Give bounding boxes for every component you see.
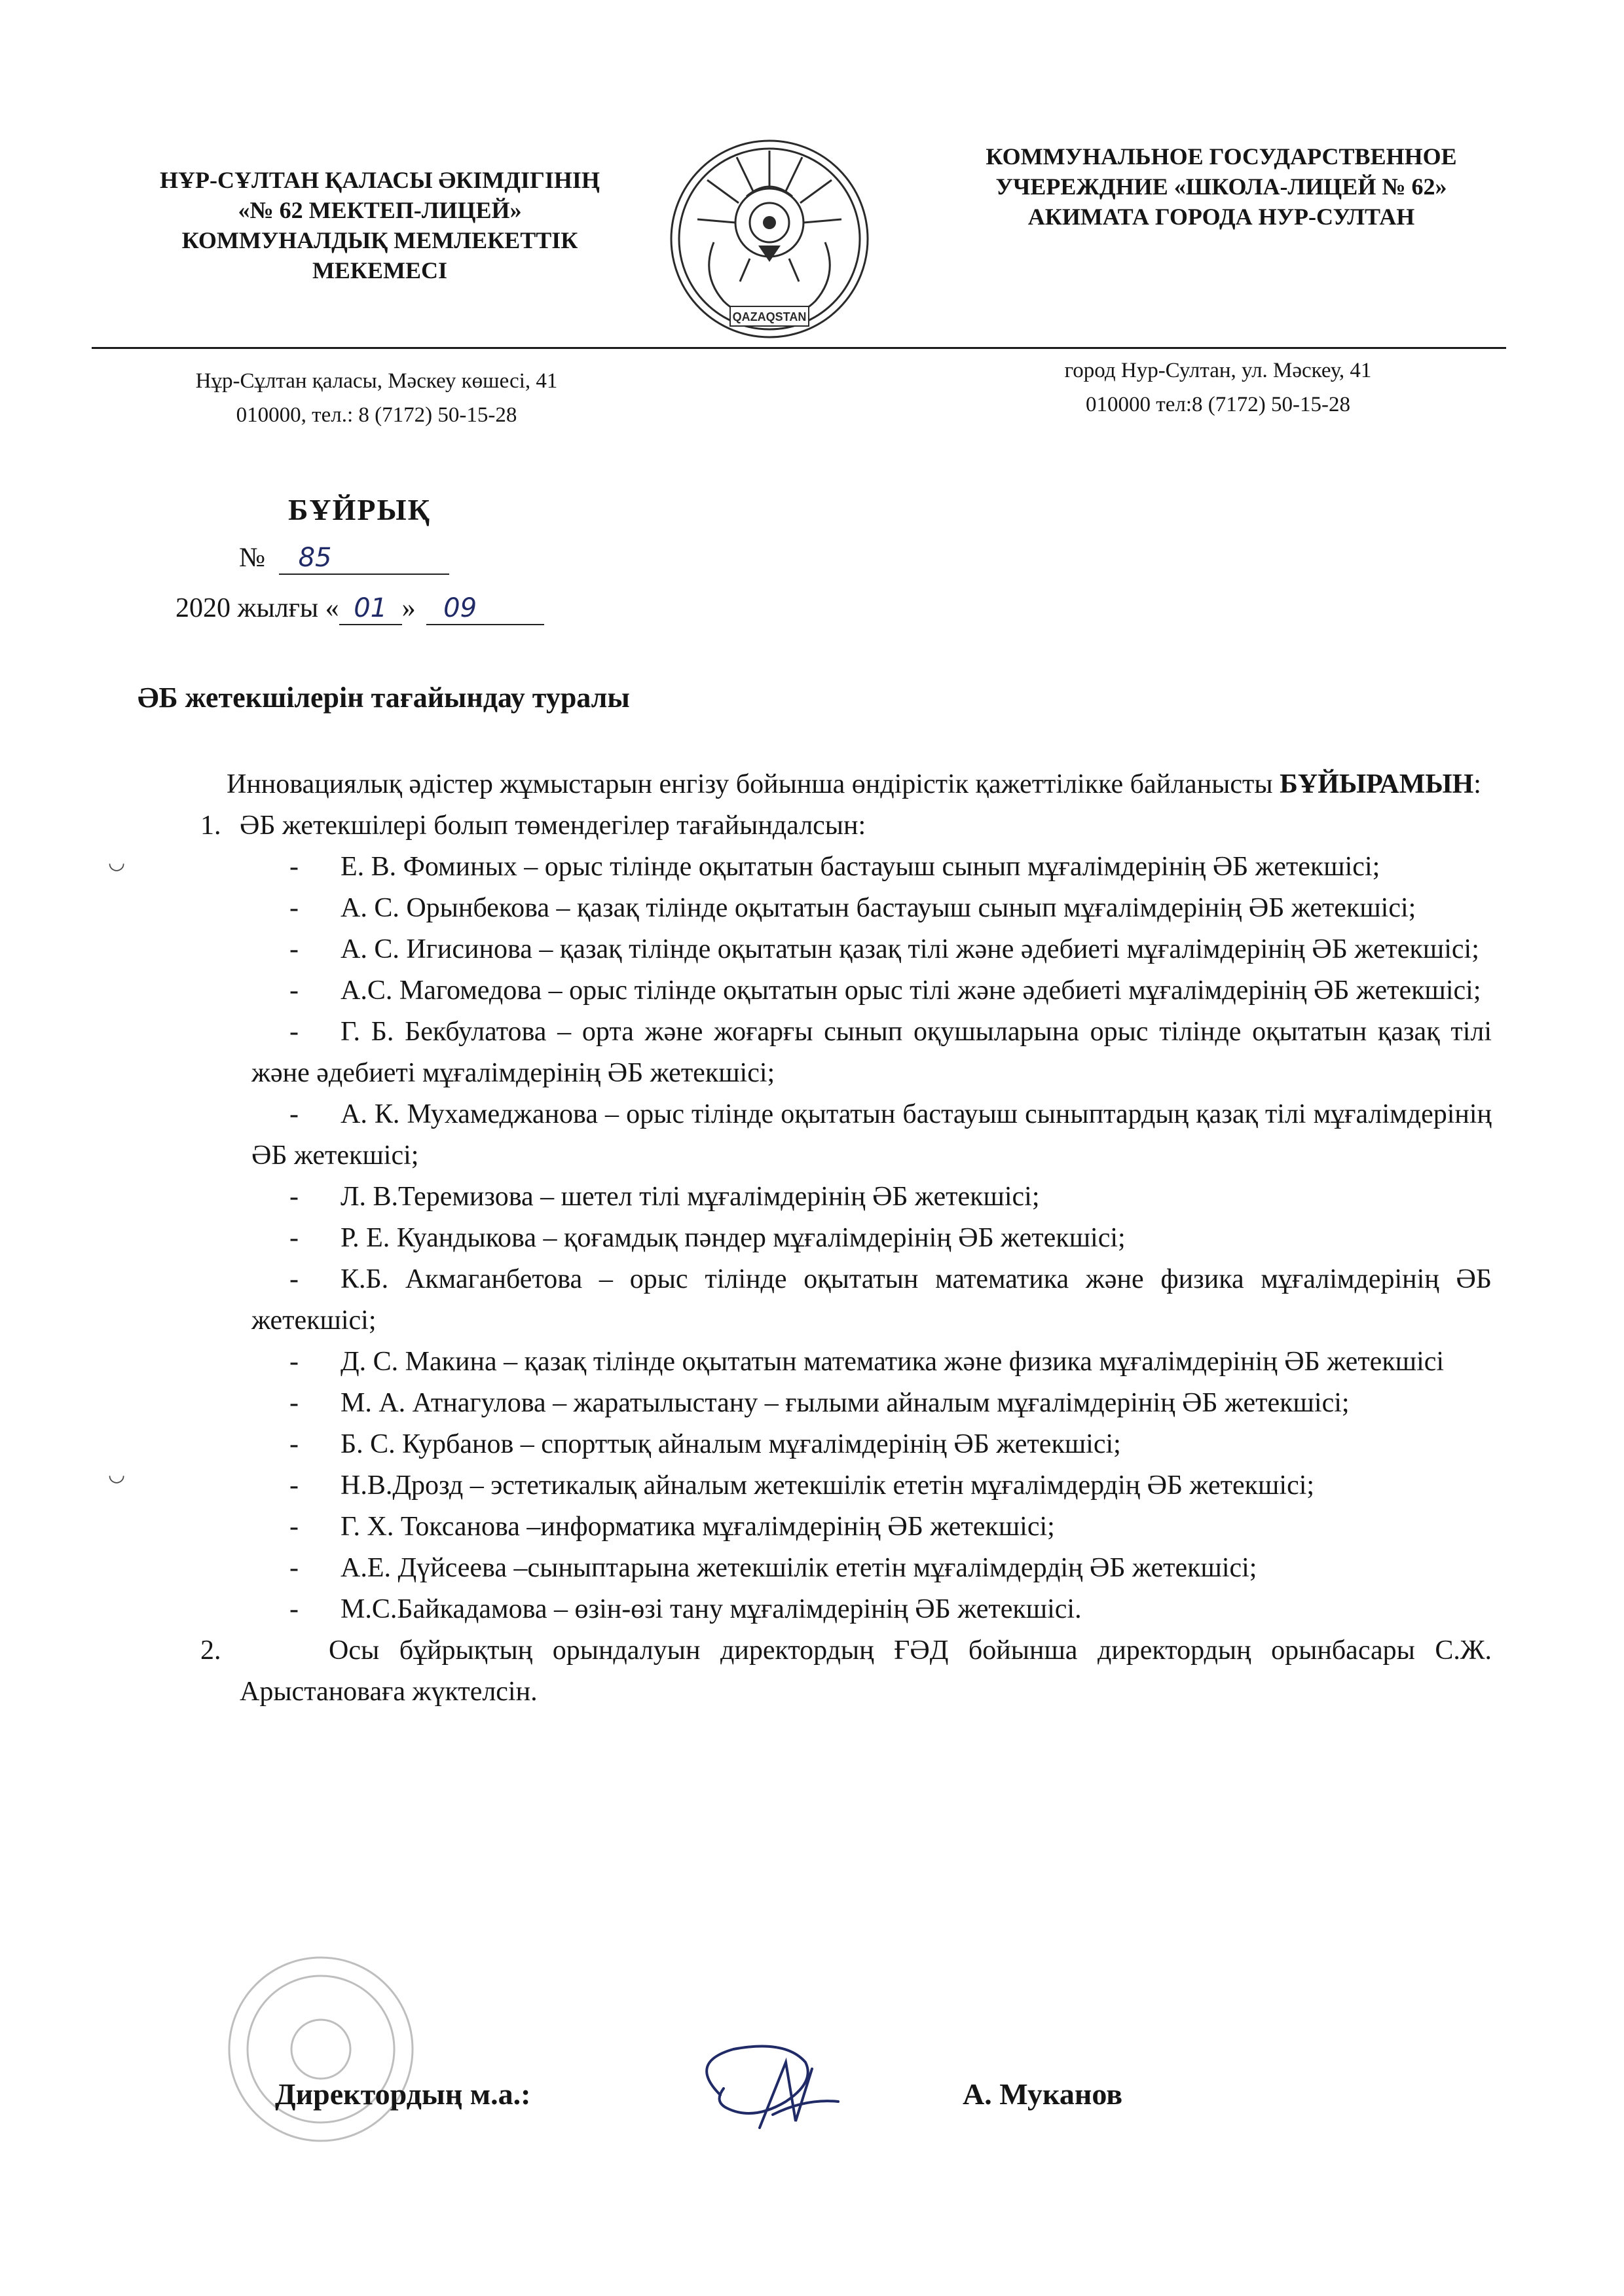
address-ru-line-2: 010000 тел:8 (7172) 50-15-28 [1086, 393, 1350, 416]
signature-title: Директордың м.а.: [275, 2077, 531, 2111]
scan-mark: ◡ [108, 1464, 126, 1485]
header-ru-line-1: КОММУНАЛЬНОЕ ГОСУДАРСТВЕННОЕ [986, 143, 1457, 170]
header-ru-line-2: УЧЕРЕЖДНИЕ «ШКОЛА-ЛИЦЕЙ № 62» [995, 173, 1447, 200]
header-kz [85, 165, 674, 285]
header-kz-line-2: «№ 62 МЕКТЕП-ЛИЦЕЙ» [238, 197, 522, 223]
address-ru-line-1: город Нур-Султан, ул. Мәскеу, 41 [1064, 359, 1372, 382]
signatory-name: А. Муканов [963, 2077, 1123, 2111]
order-subject: ӘБ жетекшілерін тағайындау туралы [138, 682, 630, 714]
list-item: - Б. С. Курбанов – спорттық айналым мұғалімдерінің ӘБ жетекшісі; [149, 1424, 1492, 1465]
header-kz-line-3: КОММУНАЛДЫҚ МЕМЛЕКЕТТІК [181, 227, 578, 253]
order-item-1 [228, 805, 1492, 1630]
order-number-value: 85 [298, 543, 332, 573]
order-items [138, 805, 1492, 1713]
list-item: - А. С. Орынбекова – қазақ тілінде оқытатын бастауыш сынып мұғалімдерінің ӘБ жетекшісі; [149, 888, 1492, 929]
order-date-prefix: 2020 жылғы « [175, 593, 339, 623]
address-kz-line-2: 010000, тел.: 8 (7172) 50-15-28 [236, 403, 517, 427]
order-number-row [239, 542, 449, 575]
seal-stamp-icon [223, 1951, 419, 2147]
emblem-text: QAZAQSTAN [732, 310, 807, 323]
signature-icon [674, 2023, 871, 2154]
scan-mark: ◡ [108, 852, 126, 873]
order-number-field [279, 542, 449, 575]
list-item: - М. А. Атнагулова – жаратылыстану – ғылыми айналым мұғалімдерінің ӘБ жетекшісі; [149, 1383, 1492, 1424]
order-date-day: 01 [354, 593, 388, 623]
list-item: - А. К. Мухамеджанова – орыс тілінде оқытатын бастауыш сыныптардың қазақ тілі мұғалімдерінің ӘБ жетекшісі; [149, 1094, 1492, 1176]
list-item: - Г. Б. Бекбулатова – орта және жоғарғы сынып оқушыларына орыс тілінде оқытатын қазақ тілі және әдебиеті мұғалімдерінің ӘБ жетекшісі; [149, 1011, 1492, 1094]
order-item-2-text: Осы бұйрықтың орындалуын директордың ҒӘД бойынша директордың орынбасары С.Ж. Арыстановаға жүктелсін. [240, 1635, 1492, 1707]
list-item: - Г. Х. Токсанова –информатика мұғалімдерінің ӘБ жетекшісі; [149, 1506, 1492, 1548]
address-ru [982, 354, 1454, 422]
order-item-1-text: ӘБ жетекшілері болып төмендегілер тағайындалсын: [240, 811, 866, 841]
order-date-month-field [426, 592, 544, 625]
list-item: - Л. В.Теремизова – шетел тілі мұғалімдерінің ӘБ жетекшісі; [149, 1176, 1492, 1218]
intro-colon: : [1473, 769, 1481, 799]
intro-text: Инновациялық әдістер жұмыстарын енгізу бойынша өндірістік қажеттілікке байланысты [227, 769, 1280, 799]
order-body [138, 764, 1492, 1713]
header-kz-line-1: НҰР-СҰЛТАН ҚАЛАСЫ ӘКІМДІГІНІҢ [160, 167, 600, 193]
list-item: - А.Е. Дүйсеева –сыныптарына жетекшілік ететін мұғалімдердің ӘБ жетекшісі; [149, 1548, 1492, 1589]
intro-paragraph [138, 764, 1492, 805]
handwritten-signature [674, 2023, 871, 2154]
header-ru [907, 141, 1536, 232]
list-item: - А.С. Магомедова – орыс тілінде оқытатын орыс тілі және әдебиеті мұғалімдерінің ӘБ жетекшісі; [149, 970, 1492, 1011]
state-emblem-icon [661, 131, 877, 354]
list-item: - Е. В. Фоминых – орыс тілінде оқытатын бастауыш сынып мұғалімдерінің ӘБ жетекшісі; [149, 847, 1492, 888]
header-ru-line-3: АКИМАТА ГОРОДА НУР-СУЛТАН [1027, 204, 1415, 230]
order-date-mid: » [401, 593, 416, 623]
list-item: - К.Б. Акмаганбетова – орыс тілінде оқытатын математика және физика мұғалімдерінің ӘБ жетекшісі; [149, 1259, 1492, 1341]
list-item: - М.С.Байкадамова – өзін-өзі тану мұғалімдерінің ӘБ жетекшісі. [149, 1589, 1492, 1630]
order-date-day-field [339, 592, 402, 625]
address-kz-line-1: Нұр-Сұлтан қаласы, Мәскеу көшесі, 41 [195, 369, 558, 393]
order-title: БҰЙРЫҚ [288, 493, 432, 526]
intro-bold: БҰЙЫРАМЫН [1280, 769, 1474, 799]
list-item: - Н.В.Дрозд – эстетикалық айналым жетекшілік ететін мұғалімдердің ӘБ жетекшісі; [149, 1465, 1492, 1506]
order-number-label: № [239, 543, 266, 573]
header-kz-line-4: МЕКЕМЕСІ [312, 257, 448, 283]
list-item: - Д. С. Макина – қазақ тілінде оқытатын математика және физика мұғалімдерінің ӘБ жетекшісі [149, 1341, 1492, 1383]
address-kz [111, 364, 642, 432]
state-emblem [661, 131, 877, 354]
list-item: - А. С. Игисинова – қазақ тілінде оқытатын қазақ тілі және әдебиеті мұғалімдерінің ӘБ жетекшісі; [149, 929, 1492, 970]
list-item: - Р. Е. Куандыкова – қоғамдық пәндер мұғалімдерінің ӘБ жетекшісі; [149, 1218, 1492, 1259]
seal-stamp [223, 1951, 419, 2147]
assignment-list [149, 847, 1492, 1630]
order-date-row [175, 592, 544, 625]
order-date-month: 09 [443, 593, 477, 623]
header-divider [92, 347, 1506, 349]
order-item-2 [228, 1630, 1492, 1713]
